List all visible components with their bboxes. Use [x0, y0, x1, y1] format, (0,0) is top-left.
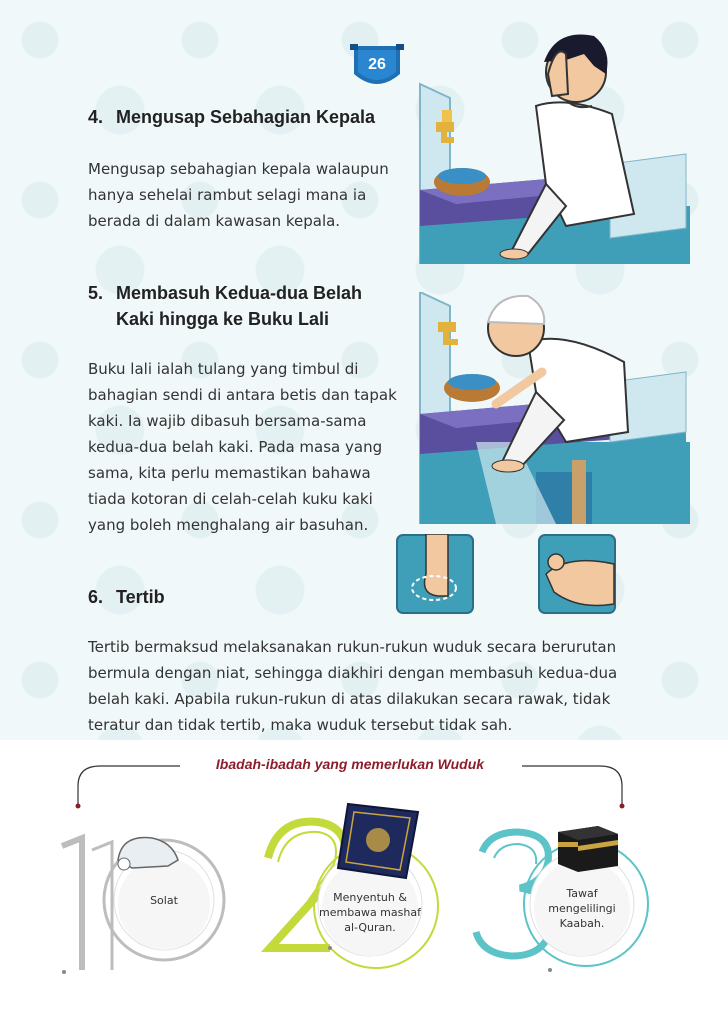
- text-line: berada di dalam kawasan kepala.: [88, 212, 341, 230]
- text-line: tiada kotoran di celah-celah kuku kaki: [88, 490, 373, 508]
- kaabah-icon: [558, 826, 618, 872]
- section-6-number: 6.: [88, 587, 104, 607]
- ankle-detail-panel: [396, 534, 474, 614]
- text-line: bahagian sendi di antara betis dan tapak: [88, 386, 397, 404]
- toes-detail-panel: [538, 534, 616, 614]
- foot-washing-illustration: [416, 292, 690, 524]
- ibadah-title: Ibadah-ibadah yang memerlukan Wuduk: [180, 756, 520, 772]
- text-line: Buku lali ialah tulang yang timbul di: [88, 360, 359, 378]
- section-5-heading: [88, 280, 362, 332]
- text-line: kedua-dua belah kaki. Pada masa yang: [88, 438, 383, 456]
- label-line: Solat: [150, 894, 178, 907]
- ibadah-item-3-label: [530, 886, 634, 931]
- text-line: teratur dan tidak tertib, maka wuduk tersebut tidak sah.: [88, 716, 513, 734]
- ibadah-item-2-graphic: [258, 798, 448, 974]
- label-line: Tawaf: [566, 887, 598, 900]
- text-line: kaki. Ia wajib dibasuh bersama-sama: [88, 412, 367, 430]
- section-4-heading: [88, 104, 375, 130]
- section-5-number: 5.: [88, 283, 104, 303]
- section-6-heading: [88, 584, 165, 610]
- label-line: Kaabah.: [559, 917, 605, 930]
- label-line: membawa mashaf: [319, 906, 421, 919]
- quran-book-icon: [338, 804, 418, 878]
- section-4-number: 4.: [88, 107, 104, 127]
- label-line: al-Quran.: [344, 921, 396, 934]
- section-4-paragraph: [88, 156, 408, 234]
- label-line: mengelilingi: [548, 902, 616, 915]
- section-5-paragraph: [88, 356, 408, 538]
- text-line: bermula dengan niat, sehingga diakhiri dengan membasuh kedua-dua: [88, 664, 618, 682]
- text-line: Tertib bermaksud melaksanakan rukun-rukun wuduk secara berurutan: [88, 638, 617, 656]
- text-line: sama, kita perlu memastikan bahawa: [88, 464, 371, 482]
- text-line: Mengusap sebahagian kepala walaupun: [88, 160, 389, 178]
- section-5-title-line2: Kaki hingga ke Buku Lali: [116, 309, 330, 329]
- label-line: Menyentuh &: [333, 891, 407, 904]
- section-6-paragraph: [88, 634, 698, 738]
- section-6-title: Tertib: [116, 587, 165, 607]
- section-4-title: Mengusap Sebahagian Kepala: [116, 107, 376, 127]
- page-number: 26: [368, 56, 386, 73]
- ibadah-item-2-label: [315, 890, 425, 935]
- text-line: hanya sehelai rambut selagi mana ia: [88, 186, 367, 204]
- ibadah-item-1-label: [114, 893, 214, 908]
- section-5-title-line1: Membasuh Kedua-dua Belah: [116, 283, 363, 303]
- head-wiping-illustration: [416, 14, 690, 264]
- text-line: yang boleh menghalang air basuhan.: [88, 516, 369, 534]
- text-line: belah kaki. Apabila rukun-rukun di atas dilakukan secara rawak, tidak: [88, 690, 611, 708]
